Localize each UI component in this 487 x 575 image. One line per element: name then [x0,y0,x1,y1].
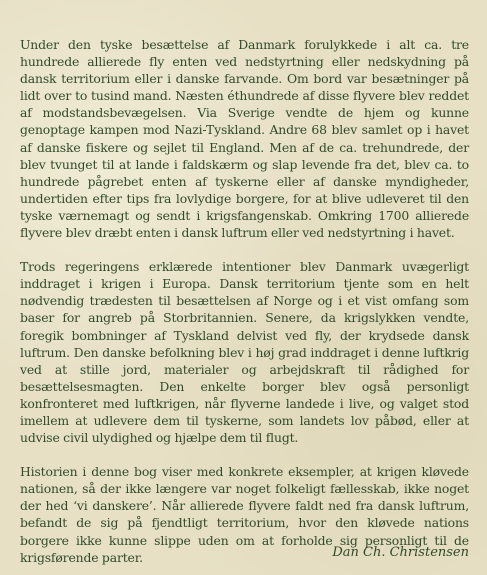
author-signature: Dan Ch. Christensen [332,545,469,560]
paragraph-2: Trods regeringens erklærede intentioner blev Danmark uvægerligt inddraget i krigen i Europa. Dansk territorium tjente som en helt nødvendig trædesten til besættelsen af Norge og i et vist omfang som baser for angreb på Storbritannien. Senere, da krigslykken vendte, foregik bombninger af Tyskland delvist ved fly, der krydsede dansk luftrum. Den danske befolkning blev i høj grad inddraget i denne luftkrig ved at stille jord, materialer og arbejdskraft til rådighed for besættelsesmagten. Den enkelte borger blev også personligt konfronteret med luftkrigen, når flyverne landede i live, og valget stod imellem at udlevere dem til tyskerne, som landets lov påbød, eller at udvise civil ulydighed og hjælpe dem til flugt. [20,259,469,446]
paragraph-1: Under den tyske besættelse af Danmark forulykkede i alt ca. tre hundrede allierede fly enten ved nedstyrtning eller nedskydning på dansk territorium eller i danske farvande. Om bord var besætninger på lidt over to tusind mand. Næsten éthundrede af disse flyvere blev reddet af modstandsbevægelsen. Via Sverige vendte de hjem og kunne genoptage kampen mod Nazi-Tyskland. Andre 68 blev samlet op i havet af danske fiskere og sejlet til England. Men af de ca. trehundrede, der blev tvunget til at lande i faldskærm og slap levende fra det, blev ca. to hundrede pågrebet enten af tyskerne eller af danske myndigheder, undertiden efter tips fra lovlydige borgere, for at blive udleveret til den tyske værnemagt og sendt i krigsfangenskab. Omkring 1700 allierede flyvere blev dræbt enten i dansk luftrum eller ved nedstyrtning i havet. [20,37,469,241]
document-body [20,36,469,566]
paragraph-3: Historien i denne bog viser med konkrete eksempler, at krigen kløvede nationen, så der ikke længere var noget folkeligt fællesskab, ikke noget der hed ‘vi danskere’. Når allierede flyvere faldt ned fra dansk luftrum, befandt de sig på fjendtligt territorium, hvor den kløvede nations borgere ikke kunne slippe uden om at forholde sig personligt til de krigsførende parter. [20,464,469,565]
